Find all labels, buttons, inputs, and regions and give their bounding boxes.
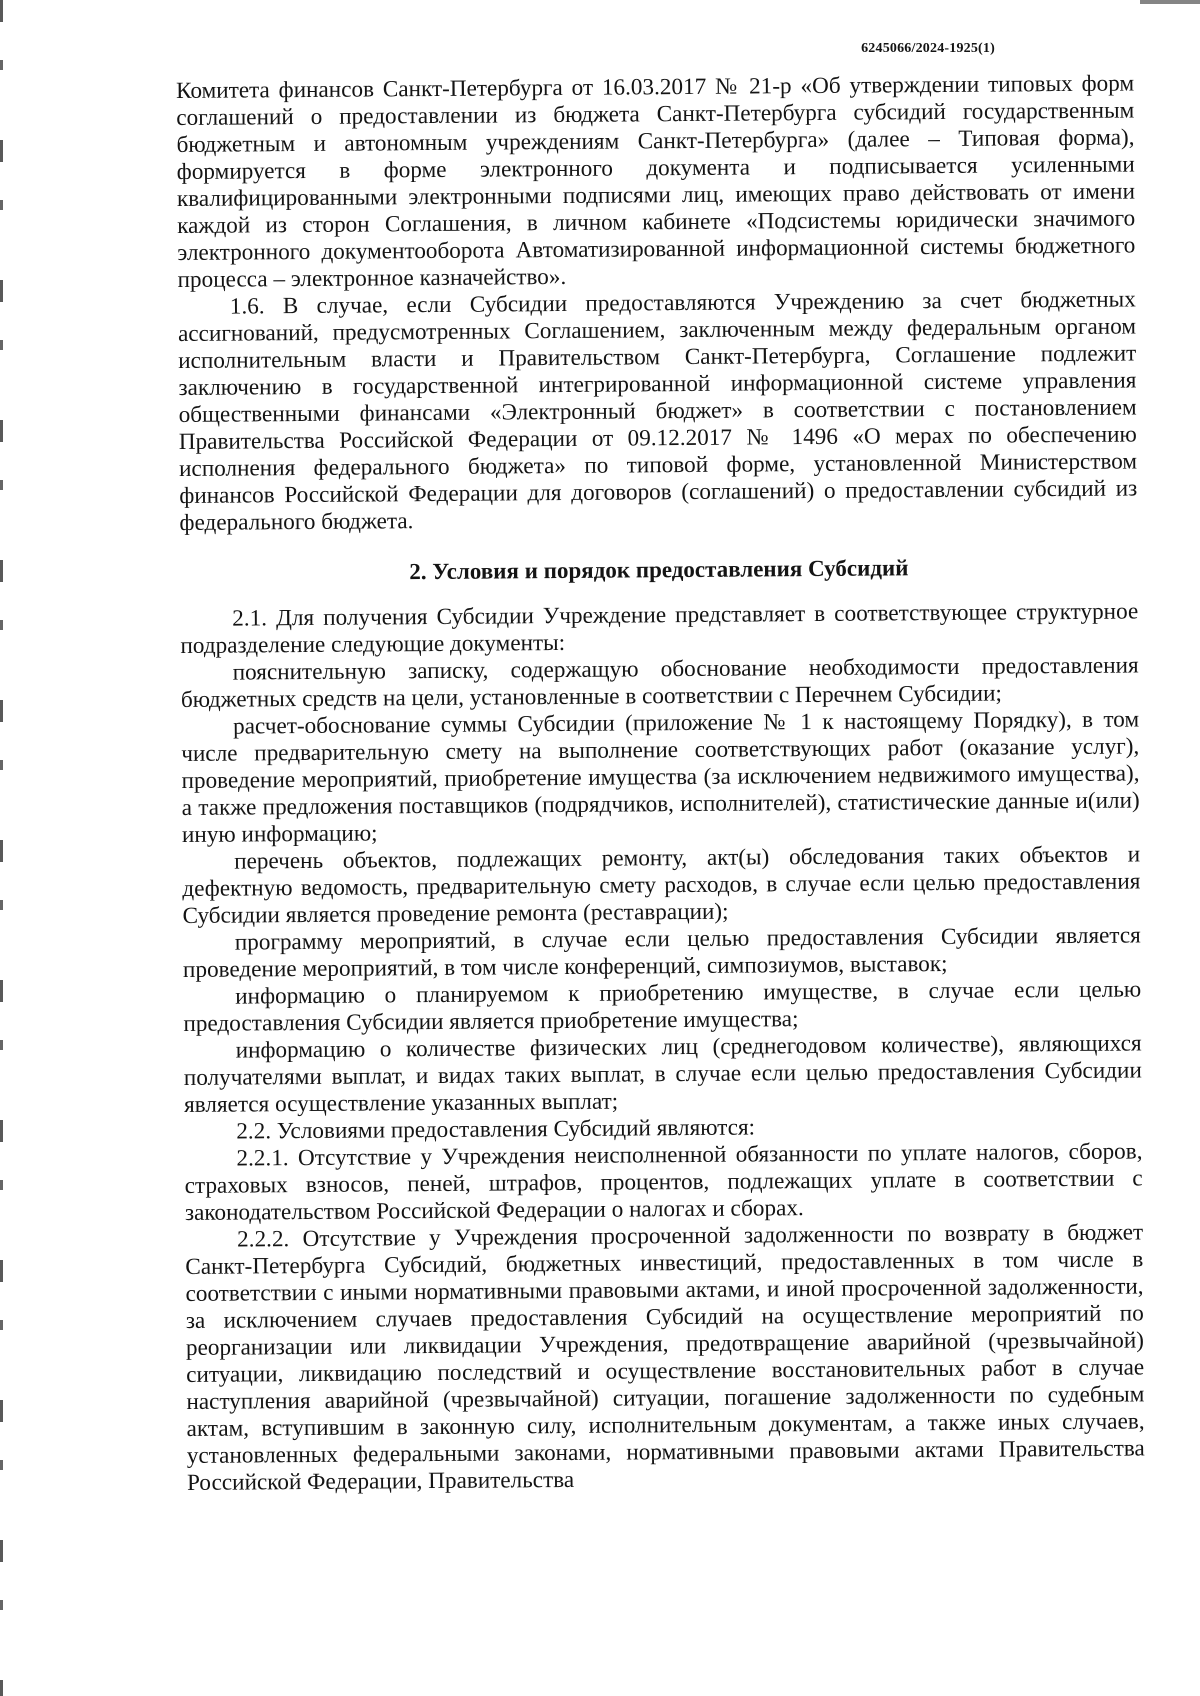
list-item-event-program: программу мероприятий, в случае если целью предоставления Субсидии является проведение мероприятий, в том числе конференций, симпозиумов, выставок; [182,922,1141,983]
scan-edge-left [0,0,3,1696]
list-item-explanatory-note: пояснительную записку, содержащую обоснование необходимости предоставления бюджетных средств на цели, установленные в соответствии с Перечнем Субсидии; [180,652,1139,713]
scan-edge-top [1140,0,1200,4]
list-item-recipients-info: информацию о количестве физических лиц (среднегодовом количестве), являющихся получателями выплат, и видах таких выплат, в случае если целью предоставления Субсидии является осуществление указанных выплат; [183,1030,1142,1118]
list-item-calculation: расчет-обоснование суммы Субсидии (приложение № 1 к настоящему Порядку), в том числе предварительную смету на выполнение соответствующих работ (оказание услуг), проведение мероприятий, приобретение имущества (за исключением недвижимого имущества), а также предложения поставщиков (подрядчиков, исполнителей), статистические данные и(или) иную информацию; [181,706,1140,848]
document-number: 6245066/2024-1925(1) [861,41,995,56]
paragraph-continuation: Комитета финансов Санкт-Петербурга от 16.03.2017 № 21-р «Об утверждении типовых форм соглашений о предоставлении из бюджета Санкт-Петербурга субсидий государственным бюджетным и автономным учреждениям Санкт-Петербурга» (далее – Типовая форма), формируется в форме электронного документа и подписывается усиленными квалифицированными электронными подписями лиц, имеющих право действовать от имени каждой из сторон Соглашения, в личном кабинете «Подсистемы юридически значимого электронного документооборота Автоматизированной информационной системы бюджетного процесса – электронное казначейство». [176,70,1136,293]
paragraph-2-2-1: 2.2.1. Отсутствие у Учреждения неисполненной обязанности по уплате налогов, сборов, страховых взносов, пеней, штрафов, процентов, подлежащих уплате в соответствии с законодательством Российской Федерации о налогах и сборах. [184,1138,1143,1226]
paragraph-1-6: 1.6. В случае, если Субсидии предоставляются Учреждению за счет бюджетных ассигнований, предусмотренных Соглашением, заключенным между федеральным органом исполнительным власти и Правительством Санкт-Петербурга, Соглашение подлежит заключению в государственной интегрированной информационной системе управления общественными финансами «Электронный бюджет» в соответствии с постановлением Правительства Российской Федерации от 09.12.2017 № 1496 «О мерах по обеспечению исполнения федерального бюджета» по типовой форме, установленной Министерством финансов Российской Федерации для договоров (соглашений) о предоставлении субсидий из федерального бюджета. [177,286,1138,536]
list-item-repair-objects: перечень объектов, подлежащих ремонту, акт(ы) обследования таких объектов и дефектную ведомость, предварительную смету расходов, в случае если целью предоставления Субсидии является проведение ремонта (реставрации); [182,841,1141,929]
paragraph-2-2-2: 2.2.2. Отсутствие у Учреждения просроченной задолженности по возврату в бюджет Санкт-Петербурга Субсидий, бюджетных инвестиций, предоставленных в том числе в соответствии с иными нормативными правовыми актами, и иной просроченной задолженности, за исключением случаев предоставления Субсидий на осуществление мероприятий по реорганизации или ликвидации Учреждения, предотвращение аварийной (чрезвычайной) ситуации, ликвидацию последствий и осуществление восстановительных работ в случае наступления аварийной (чрезвычайной) ситуации, погашение задолженности по судебным актам, вступившим в законную силу, исполнительным документам, а также иных случаев, установленных федеральными законами, нормативными правовыми актами Правительства Российской Федерации, Правительства [185,1219,1145,1496]
document-page [176,70,1145,1496]
paragraph-2-2: 2.2. Условиями предоставления Субсидий являются: [236,1114,756,1145]
paragraph-2-1: 2.1. Для получения Субсидии Учреждение представляет в соответствующее структурное подразделение следующие документы: [180,598,1139,659]
list-item-property-info: информацию о планируемом к приобретению имуществе, в случае если целью предоставления Субсидии является приобретение имущества; [183,976,1142,1037]
section-heading: 2. Условия и порядок предоставления Субсидий [409,555,909,585]
